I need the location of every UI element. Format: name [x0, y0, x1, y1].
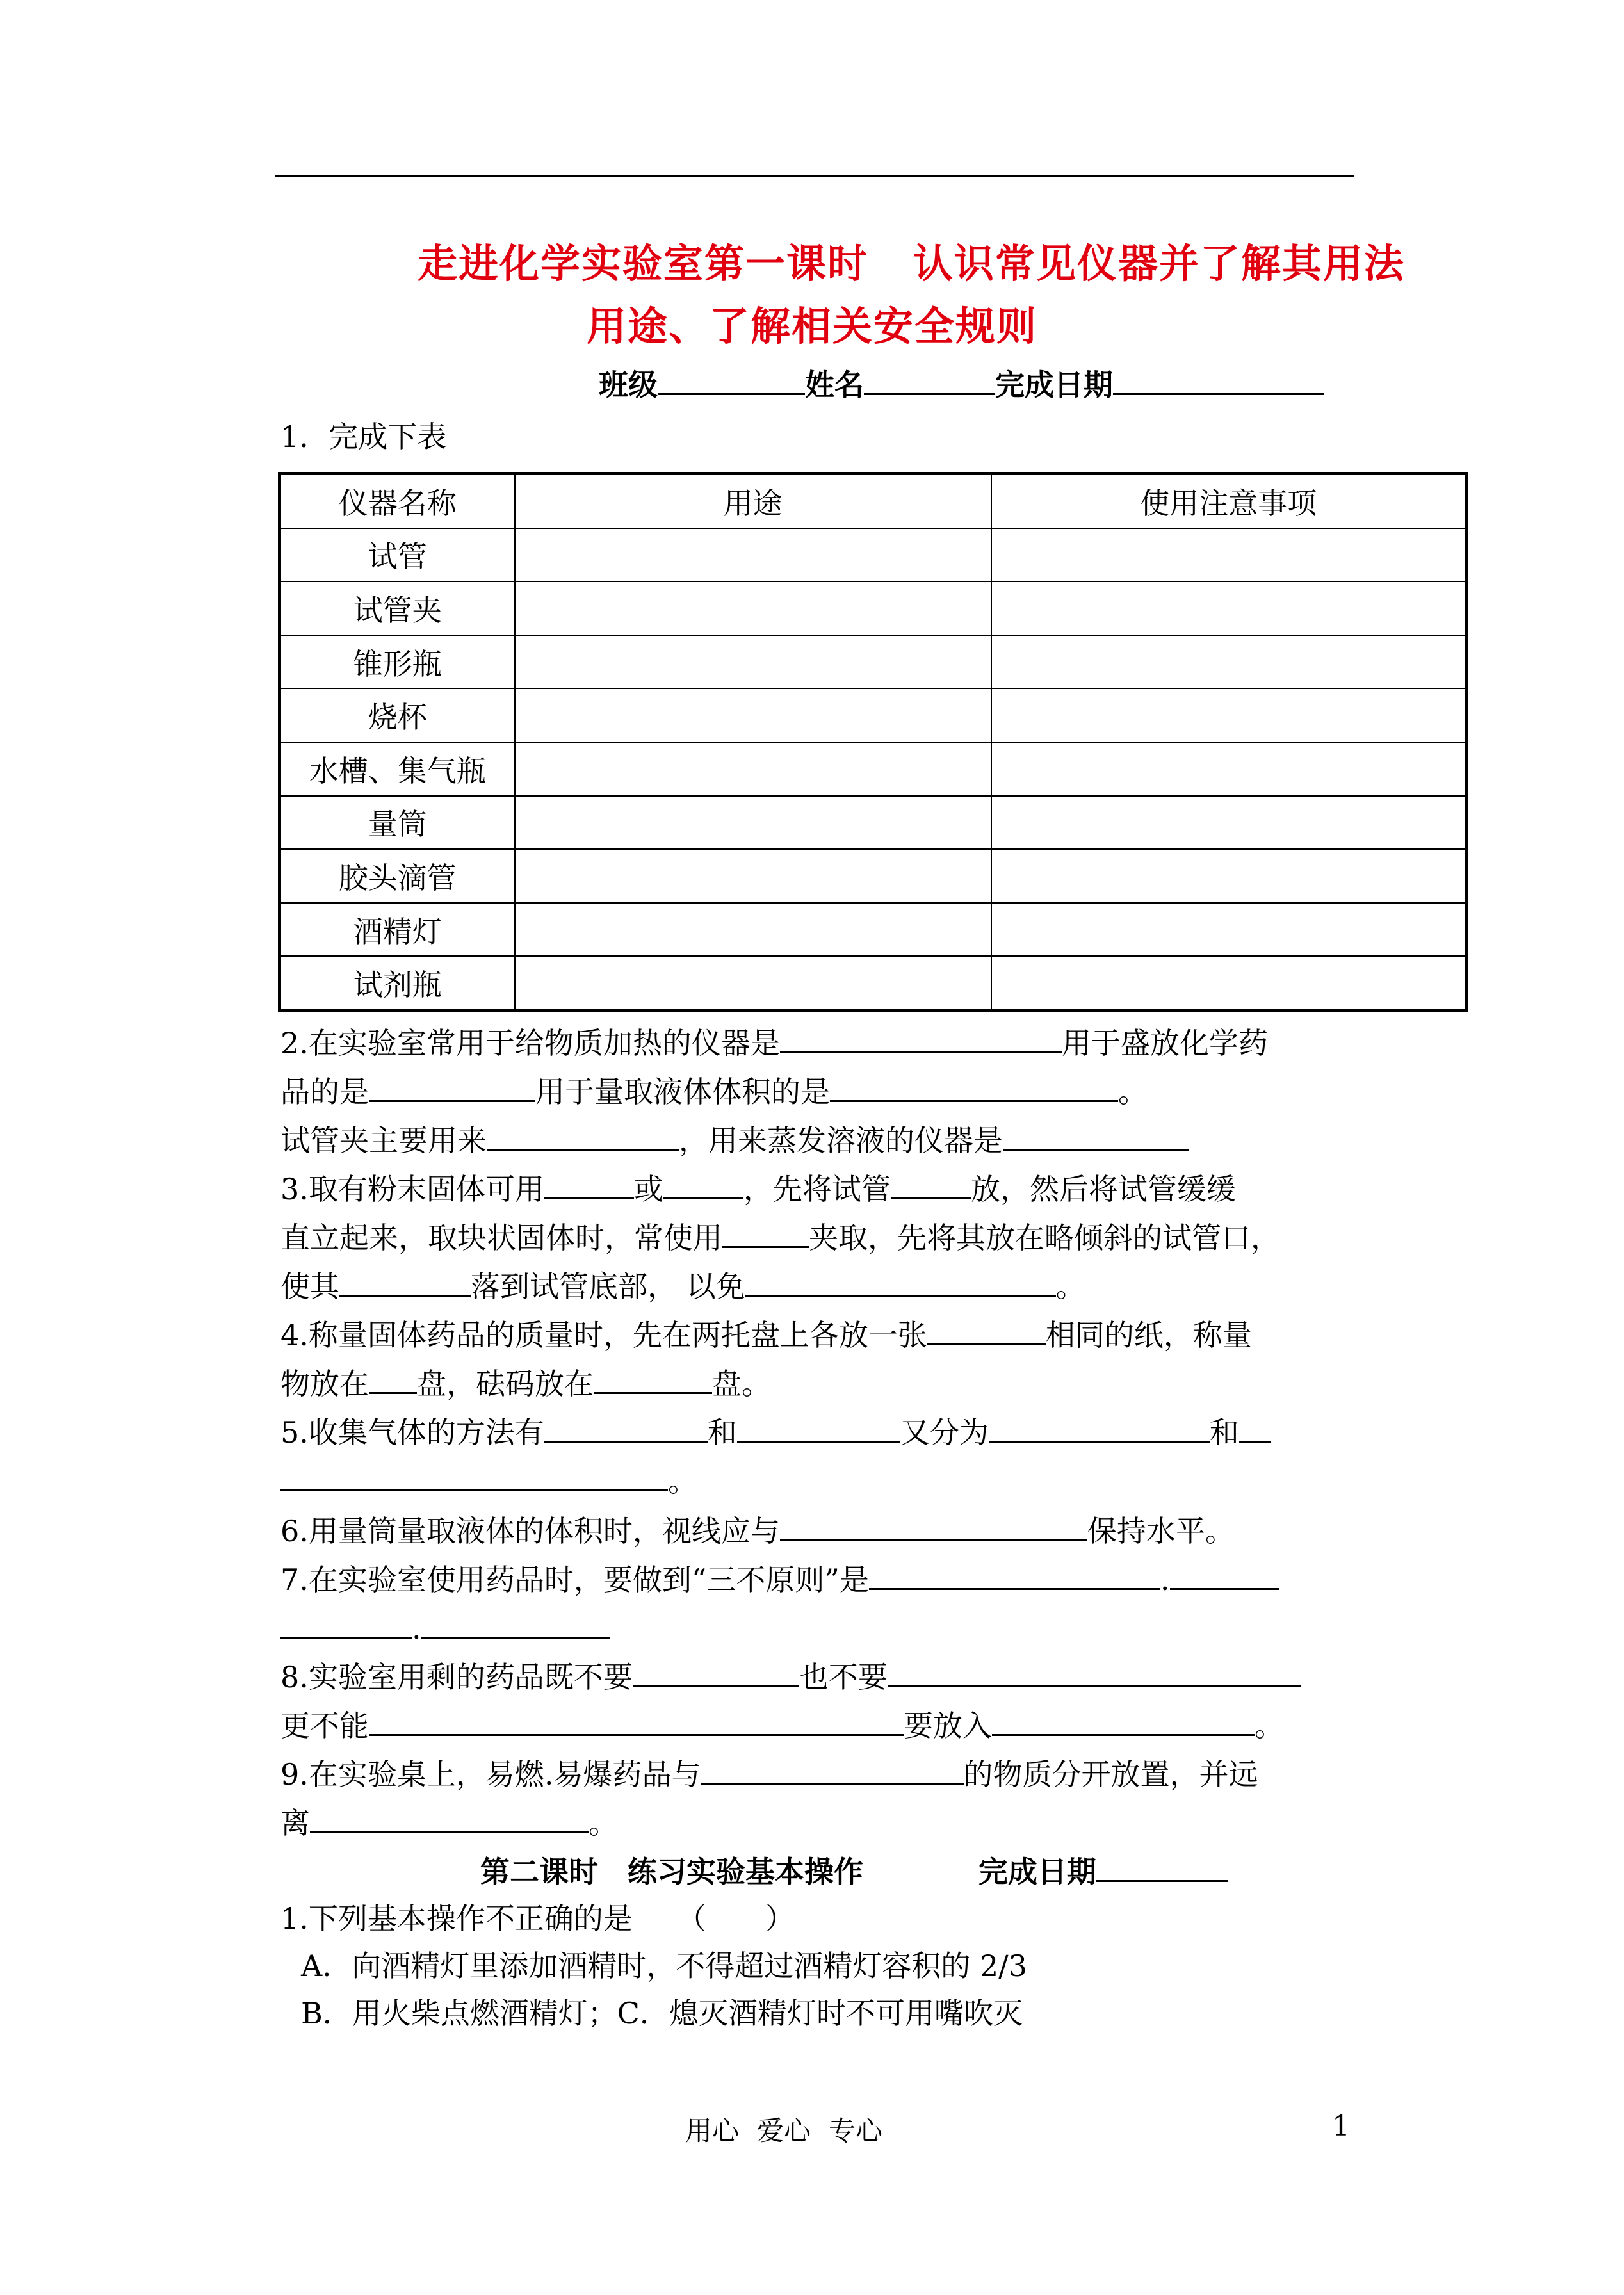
usage-cell[interactable] — [515, 742, 991, 796]
question-4-line-2 — [280, 1363, 771, 1403]
answer-blank[interactable] — [663, 1168, 743, 1199]
instrument-name-cell: 试管 — [280, 528, 515, 582]
question-4-line-1 — [280, 1314, 1252, 1354]
precautions-cell[interactable] — [991, 903, 1467, 957]
question-5-line-2 — [280, 1460, 697, 1500]
title-line-2: 用途、了解相关安全规则 — [586, 303, 1037, 350]
q9-text-a: 9.在实验桌上，易燃.易爆药品与 — [280, 1757, 701, 1792]
answer-blank[interactable] — [989, 1411, 1210, 1443]
class-blank — [658, 364, 805, 395]
answer-blank[interactable] — [594, 1363, 712, 1394]
q3-text-f: 夹取，先将其放在略倾斜的试管口， — [809, 1220, 1280, 1255]
lesson-2-option-b: B．用火柴点燃酒精灯；C．熄灭酒精灯时不可用嘴吹灭 — [301, 1996, 1023, 2031]
table-row — [280, 688, 1467, 742]
instrument-name-cell: 烧杯 — [280, 688, 515, 742]
question-3-line-3 — [280, 1265, 1085, 1306]
q9-text-b: 的物质分开放置，并远 — [963, 1757, 1258, 1792]
q8-text-a: 8.实验室用剩的药品既不要 — [280, 1660, 633, 1694]
question-2-line-3 — [280, 1119, 1189, 1160]
precautions-cell[interactable] — [991, 528, 1467, 582]
instrument-name-cell: 试管夹 — [280, 581, 515, 635]
answer-blank[interactable] — [280, 1607, 412, 1639]
answer-blank[interactable] — [780, 1510, 1087, 1541]
answer-blank[interactable] — [737, 1411, 900, 1443]
answer-blank[interactable] — [280, 1460, 668, 1491]
q2-text-g: ，用来蒸发溶液的仪器是 — [679, 1123, 1003, 1158]
instrument-name-cell: 酒精灯 — [280, 903, 515, 957]
answer-blank[interactable] — [487, 1119, 679, 1151]
q7-dot: . — [412, 1611, 421, 1646]
q8-text-b: 也不要 — [799, 1660, 888, 1694]
instrument-name-cell: 量筒 — [280, 796, 515, 850]
table-row — [280, 903, 1467, 957]
lesson-2-date-blank[interactable] — [1096, 1851, 1228, 1882]
q3-text-h: 落到试管底部， 以免 — [471, 1269, 745, 1304]
instrument-table — [278, 472, 1468, 1012]
precautions-cell[interactable] — [991, 796, 1467, 850]
question-9-line-2 — [280, 1802, 618, 1842]
answer-blank[interactable] — [369, 1071, 535, 1102]
answer-blank[interactable] — [369, 1363, 417, 1394]
precautions-cell[interactable] — [991, 742, 1467, 796]
header-instrument-name: 仪器名称 — [280, 474, 515, 528]
student-info-line — [599, 364, 1324, 404]
answer-blank[interactable] — [1003, 1119, 1189, 1151]
title-line-1 — [99, 232, 1624, 289]
answer-blank[interactable] — [927, 1314, 1046, 1345]
lesson-2-question-1: 1.下列基本操作不正确的是 （ ） — [280, 1901, 795, 1936]
header-usage: 用途 — [515, 474, 991, 528]
q9-text-d: 。 — [589, 1806, 618, 1840]
table-row — [280, 849, 1467, 903]
answer-blank[interactable] — [633, 1656, 799, 1687]
answer-blank[interactable] — [891, 1168, 971, 1199]
question-7-line-2 — [280, 1607, 610, 1648]
q5-text-d: 和 — [1209, 1415, 1239, 1450]
instrument-name-cell: 水槽、集气瓶 — [280, 742, 515, 796]
precautions-cell[interactable] — [991, 688, 1467, 742]
title-part-a: 走进化学实验室第一课时 — [417, 240, 868, 287]
q4-text-e: 盘。 — [712, 1366, 771, 1401]
instrument-name-cell: 胶头滴管 — [280, 849, 515, 903]
q2-text-d: 用于量取液体体积的是 — [535, 1075, 830, 1109]
date-blank — [1113, 364, 1324, 395]
footer-word-3: 专心 — [829, 2115, 883, 2146]
page-footer — [685, 2110, 882, 2148]
usage-cell[interactable] — [515, 635, 991, 689]
q5-text-a: 5.收集气体的方法有 — [280, 1415, 544, 1450]
page-number: 1 — [1332, 2110, 1350, 2143]
q4-text-d: 盘，砝码放在 — [417, 1366, 594, 1401]
answer-blank[interactable] — [1170, 1559, 1279, 1590]
table-header-row — [280, 474, 1467, 528]
table-row — [280, 528, 1467, 582]
footer-word-2: 爱心 — [757, 2115, 811, 2146]
answer-blank[interactable] — [369, 1705, 904, 1736]
q6-text-a: 6.用量筒量取液体的体积时，视线应与 — [280, 1514, 780, 1548]
usage-cell[interactable] — [515, 688, 991, 742]
usage-cell[interactable] — [515, 528, 991, 582]
usage-cell[interactable] — [515, 903, 991, 957]
q3-text-b: 或 — [633, 1172, 663, 1206]
lesson-2-option-a: A．向酒精灯里添加酒精时，不得超过酒精灯容积的 2/3 — [301, 1949, 1027, 1983]
instrument-name-cell: 锥形瓶 — [280, 635, 515, 689]
q4-text-a: 4.称量固体药品的质量时，先在两托盘上各放一张 — [280, 1318, 927, 1352]
answer-blank[interactable] — [869, 1559, 1160, 1590]
question-2-line-2 — [280, 1071, 1148, 1111]
q4-text-b: 相同的纸，称量 — [1045, 1318, 1252, 1352]
q4-text-c: 物放在 — [280, 1366, 369, 1401]
instrument-name-cell: 试剂瓶 — [280, 956, 515, 1010]
q8-text-c: 更不能 — [280, 1708, 369, 1743]
q2-text-e: 。 — [1118, 1075, 1148, 1109]
q5-text-e: 。 — [668, 1464, 697, 1498]
question-3-line-2 — [280, 1217, 1280, 1257]
usage-cell[interactable] — [515, 956, 991, 1010]
answer-blank[interactable] — [992, 1705, 1255, 1736]
lesson-2-date-label: 完成日期 — [978, 1854, 1096, 1889]
precautions-cell[interactable] — [991, 635, 1467, 689]
q7-text-a: 7.在实验室使用药品时，要做到“三不原则”是 — [280, 1562, 869, 1597]
lesson-2-title: 第二课时 练习实验基本操作 — [480, 1854, 863, 1889]
question-8-line-1 — [280, 1656, 1301, 1696]
usage-cell[interactable] — [515, 581, 991, 635]
precautions-cell[interactable] — [991, 581, 1467, 635]
usage-cell[interactable] — [515, 796, 991, 850]
question-9-line-1 — [280, 1753, 1258, 1794]
q5-text-b: 和 — [707, 1415, 737, 1450]
precautions-cell[interactable] — [991, 956, 1467, 1010]
answer-blank[interactable] — [780, 1022, 1062, 1053]
answer-blank[interactable] — [701, 1753, 964, 1785]
answer-blank[interactable] — [1239, 1411, 1271, 1443]
question-2-line-1 — [280, 1022, 1268, 1062]
table-row — [280, 742, 1467, 796]
q2-text-a: 2.在实验室常用于给物质加热的仪器是 — [280, 1026, 780, 1060]
title-part-b: 认识常见仪器并了解其用法 — [913, 240, 1406, 287]
lesson-2-title-line — [480, 1851, 1228, 1891]
name-blank — [864, 364, 995, 395]
answer-blank[interactable] — [745, 1265, 1056, 1297]
q5-text-c: 又分为 — [900, 1415, 989, 1450]
q8-text-e: 。 — [1255, 1708, 1284, 1743]
question-6-line — [280, 1510, 1235, 1550]
footer-word-1: 用心 — [685, 2115, 740, 2146]
usage-cell[interactable] — [515, 849, 991, 903]
class-label: 班级 — [599, 368, 658, 402]
q6-text-b: 保持水平。 — [1087, 1514, 1235, 1548]
question-7-line-1 — [280, 1559, 1279, 1599]
table-row — [280, 796, 1467, 850]
answer-blank[interactable] — [310, 1802, 589, 1833]
precautions-cell[interactable] — [991, 849, 1467, 903]
table-row — [280, 635, 1467, 689]
answer-blank[interactable] — [544, 1411, 708, 1443]
question-3-line-1 — [280, 1168, 1236, 1208]
q3-text-d: 放，然后将试管缓缓 — [970, 1172, 1236, 1206]
answer-blank[interactable] — [339, 1265, 471, 1297]
header-precautions: 使用注意事项 — [991, 474, 1467, 528]
q3-text-i: 。 — [1055, 1269, 1085, 1304]
table-row — [280, 581, 1467, 635]
answer-blank[interactable] — [421, 1607, 610, 1639]
answer-blank[interactable] — [830, 1071, 1118, 1102]
q2-text-f: 试管夹主要用来 — [280, 1123, 487, 1158]
q3-text-e: 直立起来，取块状固体时，常使用 — [280, 1220, 722, 1255]
date-label: 完成日期 — [995, 368, 1113, 402]
q8-text-d: 要放入 — [904, 1708, 992, 1743]
q9-text-c: 离 — [280, 1806, 310, 1840]
question-1-label: 1．完成下表 — [280, 419, 447, 454]
q2-text-c: 品的是 — [280, 1075, 369, 1109]
question-5-line-1 — [280, 1411, 1271, 1452]
q3-text-g: 使其 — [280, 1269, 339, 1304]
q3-text-c: ，先将试管 — [743, 1172, 891, 1206]
answer-blank[interactable] — [544, 1168, 634, 1199]
q3-text-a: 3.取有粉末固体可用 — [280, 1172, 544, 1206]
question-8-line-2 — [280, 1705, 1284, 1745]
header-rule — [275, 175, 1354, 177]
name-label: 姓名 — [805, 368, 864, 402]
q7-dot: . — [1160, 1562, 1170, 1597]
table-row — [280, 956, 1467, 1010]
q2-text-b: 用于盛放化学药 — [1061, 1026, 1268, 1060]
answer-blank[interactable] — [888, 1656, 1301, 1687]
answer-blank[interactable] — [722, 1217, 809, 1248]
